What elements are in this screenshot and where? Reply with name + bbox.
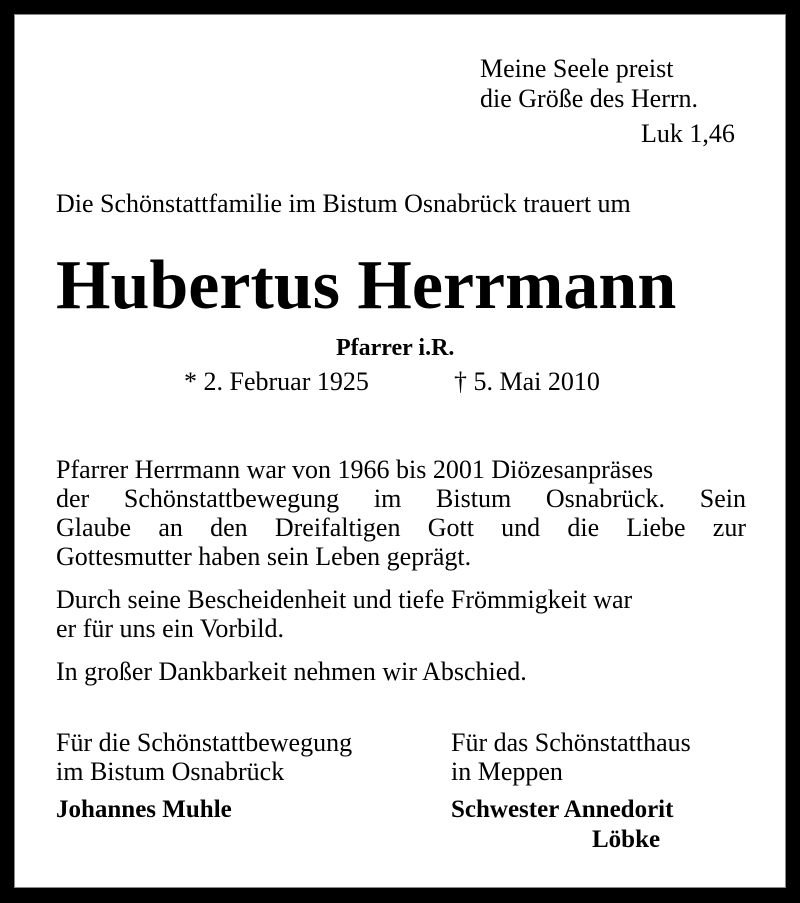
signature-right-name-2: Löbke <box>592 826 661 853</box>
signature-right-line-2: in Meppen <box>451 757 563 786</box>
death-date: † 5. Mai 2010 <box>454 367 600 396</box>
verse-reference: Luk 1,46 <box>641 119 735 148</box>
deceased-name: Hubertus Herrmann <box>56 247 677 324</box>
deceased-title: Pfarrer i.R. <box>336 335 455 361</box>
birth-date: * 2. Februar 1925 <box>184 367 369 396</box>
paragraph-1-line-3: Glaube an den Dreifaltigen Gott und die Liebe zur <box>56 513 746 542</box>
signature-left-line-2: im Bistum Osnabrück <box>56 757 285 786</box>
signature-right-name-1: Schwester Annedorit <box>451 796 674 823</box>
paragraph-1-line-4: Gottesmutter haben sein Leben geprägt. <box>56 542 472 571</box>
signature-left-name: Johannes Muhle <box>56 796 232 823</box>
signature-left-line-1: Für die Schönstattbewegung <box>56 728 353 757</box>
verse-line-1: Meine Seele preist <box>480 54 674 83</box>
verse-line-2: die Größe des Herrn. <box>480 84 699 113</box>
paragraph-1-line-2: der Schönstattbewegung im Bistum Osnabrück. Sein <box>56 484 746 513</box>
paragraph-2-line-2: er für uns ein Vorbild. <box>56 614 284 643</box>
signature-right-line-1: Für das Schönstatthaus <box>451 728 691 757</box>
paragraph-2-line-1: Durch seine Bescheidenheit und tiefe Frömmigkeit war <box>56 585 633 614</box>
obituary-notice <box>14 14 786 888</box>
intro-text: Die Schönstattfamilie im Bistum Osnabrück trauert um <box>56 189 631 218</box>
paragraph-1-line-1: Pfarrer Herrmann war von 1966 bis 2001 Diözesanpräses <box>56 455 654 484</box>
paragraph-3: In großer Dankbarkeit nehmen wir Abschied. <box>56 657 527 686</box>
